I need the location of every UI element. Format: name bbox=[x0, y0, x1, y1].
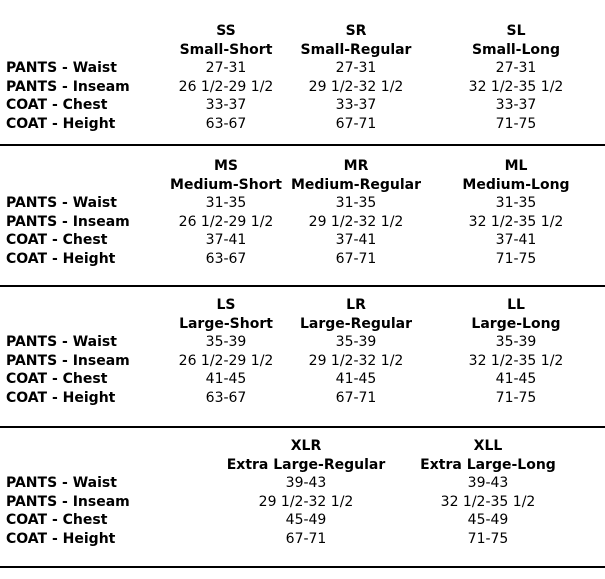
size-value: 32 1/2-35 1/2 bbox=[468, 352, 564, 369]
size-value: 33-37 bbox=[335, 97, 377, 113]
size-name: Extra Large-Regular bbox=[226, 456, 386, 473]
size-value: 29 1/2-32 1/2 bbox=[308, 78, 404, 95]
row-label: COAT - Height bbox=[6, 530, 116, 547]
row-label: PANTS - Inseam bbox=[6, 352, 130, 369]
row-label: PANTS - Waist bbox=[6, 195, 117, 211]
size-value: 32 1/2-35 1/2 bbox=[468, 78, 564, 95]
size-name: Small-Long bbox=[471, 41, 561, 58]
size-value: 63-67 bbox=[205, 389, 247, 406]
size-value: 31-35 bbox=[205, 195, 247, 211]
size-value: 41-45 bbox=[205, 371, 247, 387]
size-code: XLR bbox=[290, 438, 322, 454]
size-name: Medium-Regular bbox=[290, 176, 422, 193]
size-value: 71-75 bbox=[495, 115, 537, 132]
section-divider bbox=[0, 144, 605, 146]
size-name: Medium-Short bbox=[170, 176, 282, 193]
size-value: 37-41 bbox=[205, 232, 247, 248]
row-label: PANTS - Waist bbox=[6, 475, 117, 491]
size-name: Large-Regular bbox=[299, 315, 413, 332]
section-divider bbox=[0, 426, 605, 428]
size-value: 35-39 bbox=[335, 334, 377, 350]
size-value: 63-67 bbox=[205, 115, 247, 132]
size-value: 71-75 bbox=[495, 389, 537, 406]
size-value: 41-45 bbox=[495, 371, 537, 387]
size-value: 27-31 bbox=[205, 60, 247, 76]
size-value: 26 1/2-29 1/2 bbox=[178, 213, 274, 230]
section-divider bbox=[0, 285, 605, 287]
size-value: 63-67 bbox=[205, 250, 247, 267]
size-value: 39-43 bbox=[467, 475, 509, 491]
size-value: 67-71 bbox=[285, 530, 327, 547]
size-value: 27-31 bbox=[335, 60, 377, 76]
size-value: 39-43 bbox=[285, 475, 327, 491]
size-name: Large-Long bbox=[471, 315, 561, 332]
size-value: 29 1/2-32 1/2 bbox=[308, 213, 404, 230]
size-code: XLL bbox=[473, 438, 503, 454]
row-label: PANTS - Inseam bbox=[6, 78, 130, 95]
size-code: SS bbox=[216, 23, 236, 39]
size-name: Extra Large-Long bbox=[420, 456, 556, 473]
size-code: LL bbox=[507, 297, 525, 313]
row-label: COAT - Chest bbox=[6, 232, 108, 248]
size-value: 45-49 bbox=[467, 512, 509, 528]
row-label: PANTS - Inseam bbox=[6, 493, 130, 510]
size-value: 37-41 bbox=[495, 232, 537, 248]
size-value: 26 1/2-29 1/2 bbox=[178, 78, 274, 95]
row-label: COAT - Height bbox=[6, 389, 116, 406]
size-value: 67-71 bbox=[335, 115, 377, 132]
row-label: PANTS - Waist bbox=[6, 60, 117, 76]
row-label: COAT - Chest bbox=[6, 512, 108, 528]
size-code: ML bbox=[504, 158, 528, 174]
size-code: SR bbox=[345, 23, 367, 39]
size-code: MR bbox=[343, 158, 369, 174]
size-value: 67-71 bbox=[335, 250, 377, 267]
size-code: MS bbox=[213, 158, 239, 174]
size-value: 45-49 bbox=[285, 512, 327, 528]
size-value: 37-41 bbox=[335, 232, 377, 248]
row-label: PANTS - Waist bbox=[6, 334, 117, 350]
section-divider bbox=[0, 566, 605, 568]
row-label: COAT - Chest bbox=[6, 97, 108, 113]
size-value: 71-75 bbox=[467, 530, 509, 547]
size-value: 35-39 bbox=[205, 334, 247, 350]
size-value: 29 1/2-32 1/2 bbox=[258, 493, 354, 510]
size-value: 35-39 bbox=[495, 334, 537, 350]
size-code: LS bbox=[216, 297, 236, 313]
size-value: 32 1/2-35 1/2 bbox=[468, 213, 564, 230]
size-value: 27-31 bbox=[495, 60, 537, 76]
size-name: Medium-Long bbox=[462, 176, 570, 193]
size-value: 29 1/2-32 1/2 bbox=[308, 352, 404, 369]
size-value: 71-75 bbox=[495, 250, 537, 267]
size-value: 26 1/2-29 1/2 bbox=[178, 352, 274, 369]
size-value: 31-35 bbox=[495, 195, 537, 211]
size-code: LR bbox=[346, 297, 366, 313]
row-label: COAT - Chest bbox=[6, 371, 108, 387]
size-value: 33-37 bbox=[495, 97, 537, 113]
size-value: 67-71 bbox=[335, 389, 377, 406]
size-value: 31-35 bbox=[335, 195, 377, 211]
size-name: Large-Short bbox=[179, 315, 273, 332]
row-label: PANTS - Inseam bbox=[6, 213, 130, 230]
row-label: COAT - Height bbox=[6, 115, 116, 132]
size-name: Small-Short bbox=[179, 41, 273, 58]
size-value: 32 1/2-35 1/2 bbox=[440, 493, 536, 510]
row-label: COAT - Height bbox=[6, 250, 116, 267]
size-value: 41-45 bbox=[335, 371, 377, 387]
size-name: Small-Regular bbox=[300, 41, 412, 58]
size-code: SL bbox=[506, 23, 526, 39]
size-value: 33-37 bbox=[205, 97, 247, 113]
